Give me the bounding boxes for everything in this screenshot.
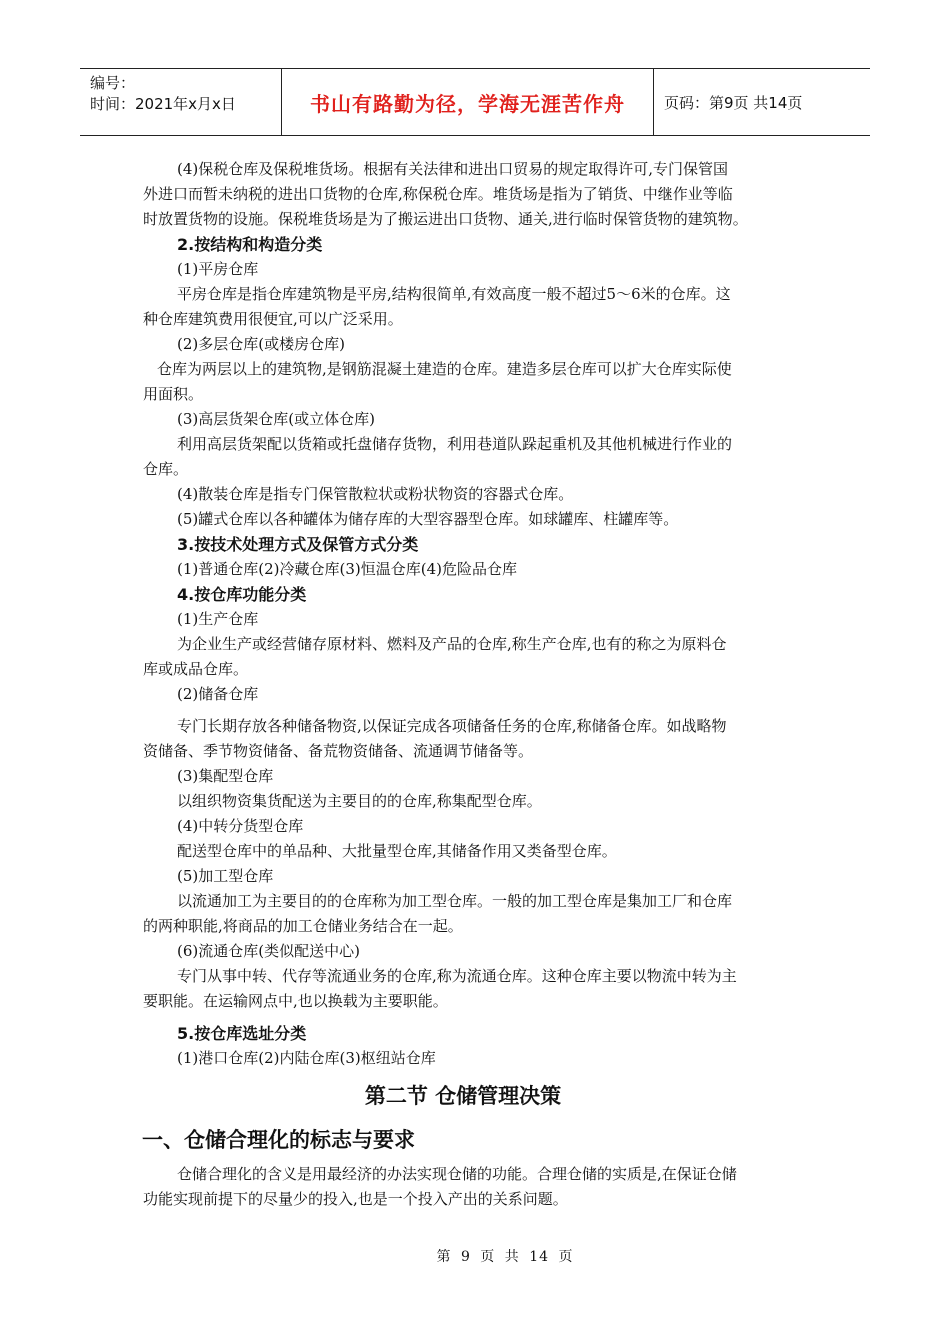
text-line: 仓库。 — [143, 460, 189, 478]
text-line: 仓库为两层以上的建筑物,是钢筋混凝土建造的仓库。建造多层仓库可以扩大仓库实际使 — [157, 360, 732, 378]
header-meta-cell — [80, 69, 282, 135]
subheading-reserve-warehouse: (2)储备仓库 — [177, 685, 259, 703]
text-line: 以组织物资集货配送为主要目的的仓库,称集配型仓库。 — [177, 792, 542, 810]
text-line: 外进口而暂未纳税的进出口货物的仓库,称保税仓库。堆货场是指为了销货、中继作业等临 — [143, 185, 733, 203]
header-motto: 书山有路勤为径，学海无涯苦作舟 — [282, 69, 654, 135]
text-line: 以流通加工为主要目的的仓库称为加工型仓库。一般的加工型仓库是集加工厂和仓库 — [177, 892, 733, 910]
text-line: 为企业生产或经营储存原材料、燃料及产品的仓库,称生产仓库,也有的称之为原料仓 — [177, 635, 727, 653]
heading-function-classification: 4.按仓库功能分类 — [177, 585, 307, 604]
heading-rationalization: 一、仓储合理化的标志与要求 — [142, 1128, 415, 1152]
subheading-multi-storey: (2)多层仓库(或楼房仓库) — [177, 335, 345, 353]
text-line: 专门从事中转、代存等流通业务的仓库,称为流通仓库。这种仓库主要以物流中转为主 — [177, 967, 737, 985]
subheading-high-bay: (3)高层货架仓库(或立体仓库) — [177, 410, 375, 428]
page-footer: 第 9 页 共 14 页 — [436, 1249, 574, 1265]
text-line-location-list: (1)港口仓库(2)内陆仓库(3)枢纽站仓库 — [177, 1049, 436, 1067]
paragraph-bonded-warehouse — [143, 157, 823, 232]
page-header — [80, 68, 870, 136]
text-line-tech-list: (1)普通仓库(2)冷藏仓库(3)恒温仓库(4)危险品仓库 — [177, 560, 517, 578]
text-line: 资储备、季节物资储备、备荒物资储备、流通调节储备等。 — [143, 742, 534, 760]
heading-structure-classification: 2.按结构和构造分类 — [177, 235, 323, 254]
text-line: (4)保税仓库及保税堆货场。根据有关法律和进出口贸易的规定取得许可,专门保管国 — [177, 160, 729, 178]
serial-number-label: 编号： — [90, 74, 136, 92]
text-line: 要职能。在运输网点中,也以换载为主要职能。 — [143, 992, 448, 1010]
heading-location-classification: 5.按仓库选址分类 — [177, 1024, 307, 1043]
header-page-info: 页码：第9页 共14页 — [664, 93, 803, 112]
text-line: 仓储合理化的含义是用最经济的办法实现仓储的功能。合理仓储的实质是,在保证仓储 — [177, 1165, 737, 1183]
text-line-bulk-warehouse: (4)散装仓库是指专门保管散粒状或粉状物资的容器式仓库。 — [177, 485, 574, 503]
text-line: 时放置货物的设施。保税堆货场是为了搬运进出口货物、通关,进行临时保管货物的建筑物。 — [143, 210, 748, 228]
subheading-processing-warehouse: (5)加工型仓库 — [177, 867, 274, 885]
section-title: 第二节 仓储管理决策 — [364, 1084, 562, 1108]
subheading-production-warehouse: (1)生产仓库 — [177, 610, 259, 628]
text-line: 库或成品仓库。 — [143, 660, 249, 678]
subheading-distribution-warehouse: (6)流通仓库(类似配送中心) — [177, 942, 360, 960]
text-line: 功能实现前提下的尽量少的投入,也是一个投入产出的关系问题。 — [143, 1190, 568, 1208]
text-line: 利用高层货架配以货箱或托盘储存货物，利用巷道队跺起重机及其他机械进行作业的 — [177, 435, 733, 453]
heading-technical-classification: 3.按技术处理方式及保管方式分类 — [177, 535, 419, 554]
text-line: 平房仓库是指仓库建筑物是平房,结构很简单,有效高度一般不超过5～6米的仓库。这 — [177, 285, 731, 303]
text-line: 专门长期存放各种储备物资,以保证完成各项储备任务的仓库,称储备仓库。如战略物 — [177, 717, 727, 735]
text-line: 种仓库建筑费用很便宜,可以广泛采用。 — [143, 310, 403, 328]
text-line-tank-warehouse: (5)罐式仓库以各种罐体为储存库的大型容器型仓库。如球罐库、柱罐库等。 — [177, 510, 679, 528]
text-line: 的两种职能,将商品的加工仓储业务结合在一起。 — [143, 917, 463, 935]
document-body — [143, 157, 823, 1212]
subheading-single-storey: (1)平房仓库 — [177, 260, 259, 278]
subheading-consolidation-warehouse: (3)集配型仓库 — [177, 767, 274, 785]
text-line: 用面积。 — [143, 385, 204, 403]
subheading-transfer-warehouse: (4)中转分货型仓库 — [177, 817, 304, 835]
date-label: 时间：2021年x月x日 — [90, 95, 236, 113]
text-line: 配送型仓库中的单品种、大批量型仓库,其储备作用又类备型仓库。 — [177, 842, 617, 860]
